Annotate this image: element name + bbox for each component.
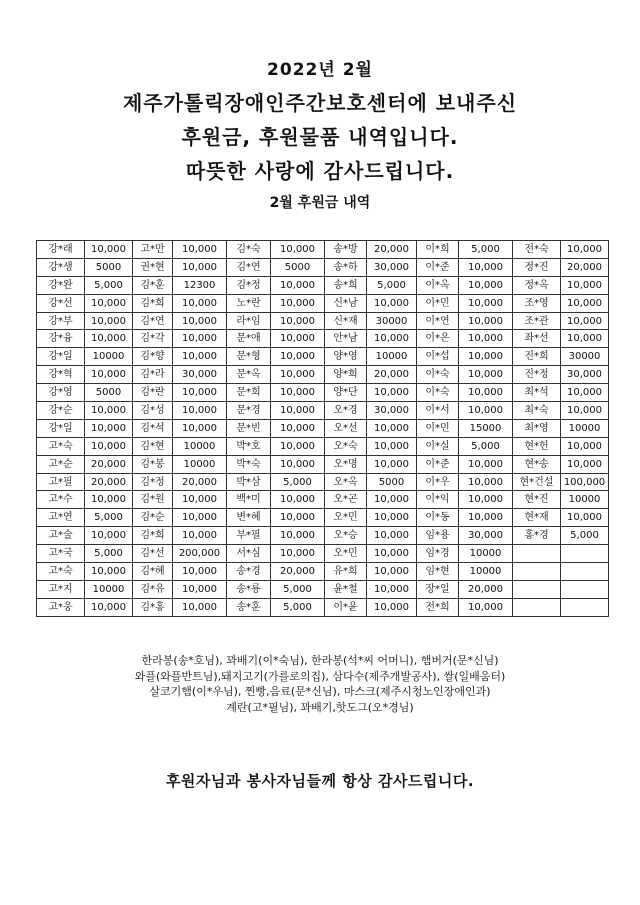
donation-amount-cell: 10,000 [173,527,227,545]
donation-amount-cell: 10,000 [85,366,133,384]
donor-name-cell: 이*민 [417,294,459,312]
donor-name-cell: 임*용 [417,527,459,545]
table-row [37,366,609,384]
donation-amount-cell: 10000 [367,348,417,366]
donor-name-cell: 김*희 [133,294,173,312]
donation-amount-cell: 100,000 [561,473,609,491]
title-line-1: 제주가톨릭장애인주간보호센터에 보내주신 [122,91,518,115]
donation-amount-cell: 10,000 [173,580,227,598]
donor-name-cell: 오*숙 [325,437,367,455]
donation-amount-cell: 10,000 [271,509,325,527]
donor-name-cell: 임*현 [417,563,459,581]
donation-amount-cell: 10,000 [561,241,609,259]
donation-amount-cell: 10,000 [85,491,133,509]
table-row [37,473,609,491]
table-row [37,312,609,330]
donation-amount-cell: 10,000 [85,241,133,259]
donor-name-cell: 오*민 [325,509,367,527]
donor-name-cell: 이*윤 [325,598,367,616]
donation-amount-cell: 20,000 [561,258,609,276]
donor-name-cell: 신*재 [325,312,367,330]
donor-name-cell: 박*호 [227,437,271,455]
donor-name-cell [513,598,561,616]
donation-amount-cell: 5,000 [85,276,133,294]
donation-amount-cell: 10,000 [459,294,513,312]
donation-amount-cell: 12300 [173,276,227,294]
donation-amount-cell: 10000 [459,563,513,581]
donor-name-cell: 강*부 [37,312,85,330]
donor-name-cell: 송*방 [325,241,367,259]
donor-name-cell: 현*헌 [513,437,561,455]
donation-amount-cell: 10,000 [173,294,227,312]
donor-name-cell: 서*심 [227,545,271,563]
donor-name-cell: 강*선 [37,294,85,312]
donation-amount-cell: 10000 [459,545,513,563]
donation-amount-cell: 10,000 [367,294,417,312]
donor-name-cell: 김*유 [133,580,173,598]
donation-amount-cell: 30000 [561,348,609,366]
donor-name-cell: 오*선 [325,419,367,437]
donor-name-cell: 김*현 [133,437,173,455]
donor-name-cell: 최*영 [513,419,561,437]
donation-amount-cell: 10,000 [173,258,227,276]
donation-amount-cell: 5,000 [367,276,417,294]
notes-line: 계란(고*필님), 꽈배기,핫도그(오*경님) [226,700,414,714]
donation-amount-cell [561,598,609,616]
donor-name-cell: 안*남 [325,330,367,348]
donor-name-cell: 백*미 [227,491,271,509]
donor-name-cell: 강*일 [37,348,85,366]
table-row [37,258,609,276]
donor-name-cell: 이*민 [417,419,459,437]
donor-name-cell: 이*준 [417,455,459,473]
donation-amount-cell: 5000 [367,473,417,491]
donation-amount-cell: 10,000 [367,419,417,437]
table-row [37,330,609,348]
donor-name-cell: 고*숙 [37,563,85,581]
donor-name-cell: 고*숙 [37,437,85,455]
donor-name-cell: 이*연 [417,312,459,330]
donor-name-cell: 김*란 [133,384,173,402]
donor-name-cell: 진*희 [513,348,561,366]
donor-name-cell: 이*우 [417,473,459,491]
donation-amount-cell: 10,000 [561,330,609,348]
donor-name-cell: 윤*철 [325,580,367,598]
donor-name-cell: 정*진 [513,258,561,276]
donor-name-cell: 김*정 [227,276,271,294]
donor-name-cell: 오*곤 [325,491,367,509]
donation-amount-cell: 5,000 [459,437,513,455]
donor-name-cell: 박*삼 [227,473,271,491]
donation-amount-cell: 10000 [173,455,227,473]
donor-name-cell: 최*석 [513,384,561,402]
donor-name-cell [513,580,561,598]
donation-amount-cell: 10000 [173,437,227,455]
donation-amount-cell: 10,000 [271,402,325,420]
donor-name-cell: 유*희 [325,563,367,581]
donor-name-cell: 오*경 [325,402,367,420]
donation-amount-cell: 30,000 [367,258,417,276]
donor-name-cell: 고*필 [37,473,85,491]
donation-amount-cell: 20,000 [85,455,133,473]
donor-name-cell: 강*완 [37,276,85,294]
donor-name-cell: 좌*선 [513,330,561,348]
donor-name-cell: 장*일 [417,580,459,598]
donation-amount-cell: 30,000 [459,527,513,545]
donor-name-cell: 홍*경 [513,527,561,545]
donor-name-cell: 진*정 [513,366,561,384]
donor-name-cell: 이*동 [417,509,459,527]
donation-amount-cell: 5,000 [271,473,325,491]
table-subtitle: 2월 후원금 내역 [269,195,371,211]
donor-name-cell: 오*승 [325,527,367,545]
donation-amount-cell: 10,000 [367,563,417,581]
donation-amount-cell: 10,000 [173,509,227,527]
table-row [37,545,609,563]
notes-line: 와플(와플반트님),돼지고기(가를로의집), 삼다수(제주개발공사), 쌀(일배움터) [134,669,506,683]
donation-amount-cell: 10,000 [173,241,227,259]
donor-name-cell: 이*준 [417,258,459,276]
donor-name-cell: 권*현 [133,258,173,276]
donation-amount-cell: 30,000 [173,366,227,384]
donor-name-cell: 양*희 [325,366,367,384]
table-row [37,241,609,259]
donation-amount-cell: 10,000 [271,241,325,259]
donor-name-cell: 고*술 [37,527,85,545]
donor-name-cell: 송*하 [325,258,367,276]
donor-name-cell: 이*숙 [417,366,459,384]
title-line-3: 따뜻한 사랑에 감사드립니다. [185,159,455,183]
donor-name-cell: 현*송 [513,455,561,473]
donor-name-cell: 문*형 [227,348,271,366]
donation-amount-cell [561,545,609,563]
donor-name-cell: 강*순 [37,402,85,420]
document-date: 2022년 2월 [267,60,373,80]
donation-amount-cell: 10,000 [271,437,325,455]
donor-name-cell: 이*숙 [417,384,459,402]
donation-amount-cell: 10,000 [459,348,513,366]
donation-amount-cell: 10,000 [173,312,227,330]
donor-name-cell: 김*각 [133,330,173,348]
donation-amount-cell: 10,000 [561,402,609,420]
table-row [37,598,609,616]
donation-amount-cell: 10,000 [271,312,325,330]
donation-amount-cell: 20,000 [367,366,417,384]
donor-name-cell: 김*봉 [133,455,173,473]
donation-amount-cell: 10,000 [459,330,513,348]
donor-name-cell: 이*옥 [417,276,459,294]
donation-amount-cell: 5,000 [271,580,325,598]
donor-name-cell: 강*생 [37,258,85,276]
donor-name-cell: 김*희 [133,527,173,545]
donor-name-cell: 고*순 [37,455,85,473]
donation-amount-cell: 30,000 [367,402,417,420]
donation-amount-cell: 10,000 [271,455,325,473]
donation-amount-cell: 10,000 [85,419,133,437]
donation-amount-cell: 10,000 [85,312,133,330]
donation-amount-cell [561,580,609,598]
donation-amount-cell: 10,000 [459,491,513,509]
table-row [37,348,609,366]
donation-amount-cell: 10,000 [459,473,513,491]
table-row [37,455,609,473]
donor-name-cell: 문*빈 [227,419,271,437]
donor-name-cell: 박*숙 [227,455,271,473]
donation-amount-cell: 5000 [271,258,325,276]
donor-name-cell: 오*민 [325,545,367,563]
donation-amount-cell: 10,000 [459,312,513,330]
table-row [37,527,609,545]
donation-amount-cell: 10,000 [271,276,325,294]
donation-amount-cell: 10,000 [367,545,417,563]
donation-amount-cell: 5,000 [271,598,325,616]
donation-amount-cell: 10,000 [459,402,513,420]
donor-name-cell: 문*경 [227,402,271,420]
donor-name-cell: 강*일 [37,419,85,437]
donor-name-cell: 고*웅 [37,598,85,616]
donor-name-cell: 고*국 [37,545,85,563]
donation-amount-cell: 10,000 [85,437,133,455]
donation-amount-cell: 10,000 [271,545,325,563]
donation-amount-cell: 10,000 [173,330,227,348]
donor-name-cell: 고*연 [37,509,85,527]
donor-name-cell: 김*정 [133,473,173,491]
donor-name-cell: 현*재 [513,509,561,527]
donation-amount-cell: 10,000 [367,384,417,402]
donation-amount-cell: 10,000 [367,491,417,509]
donor-name-cell: 문*옥 [227,366,271,384]
donation-amount-cell: 10,000 [367,598,417,616]
donation-amount-cell: 10,000 [459,384,513,402]
donor-name-cell: 이*실 [417,437,459,455]
donation-amount-cell: 10000 [85,580,133,598]
donation-amount-cell: 10,000 [85,330,133,348]
donor-name-cell: 최*숙 [513,402,561,420]
donation-amount-cell: 30000 [367,312,417,330]
donor-name-cell: 고*지 [37,580,85,598]
donation-amount-cell: 5000 [85,258,133,276]
donation-table [36,240,609,617]
donation-amount-cell: 10,000 [367,330,417,348]
donor-name-cell: 고*만 [133,241,173,259]
donation-amount-cell: 10,000 [367,527,417,545]
donor-name-cell: 오*명 [325,455,367,473]
donor-name-cell: 변*혜 [227,509,271,527]
donation-amount-cell: 10,000 [459,455,513,473]
donation-amount-cell: 20,000 [271,563,325,581]
donor-name-cell [513,563,561,581]
donor-name-cell: 김*향 [133,348,173,366]
donor-name-cell: 이*섭 [417,348,459,366]
donor-name-cell: 문*희 [227,384,271,402]
donation-amount-cell: 10,000 [271,366,325,384]
donor-name-cell: 김*선 [133,545,173,563]
thank-you-footer: 후원자님과 봉사자님들께 항상 감사드립니다. [165,772,475,790]
donation-amount-cell: 10,000 [85,598,133,616]
donation-amount-cell: 10,000 [459,366,513,384]
donor-name-cell: 김*혜 [133,563,173,581]
donor-name-cell: 문*애 [227,330,271,348]
donation-amount-cell: 10,000 [561,312,609,330]
donation-amount-cell: 10000 [85,348,133,366]
donation-amount-cell: 10,000 [367,580,417,598]
donation-amount-cell: 10,000 [173,384,227,402]
donation-amount-cell: 5,000 [85,509,133,527]
donation-amount-cell: 20,000 [367,241,417,259]
notes-line: 한라봉(송*호님), 꽈배기(이*숙님), 한라봉(석*씨 어머니), 햄버거(문*신님) [141,654,499,667]
donation-amount-cell: 10,000 [85,402,133,420]
donation-amount-cell: 10,000 [271,384,325,402]
table-row [37,580,609,598]
donor-name-cell: 김*숙 [227,241,271,259]
donor-name-cell: 양*영 [325,348,367,366]
donor-name-cell: 김*연 [133,312,173,330]
donor-name-cell: 송*경 [227,563,271,581]
donor-name-cell: 양*단 [325,384,367,402]
table-row [37,402,609,420]
donation-amount-cell: 10,000 [85,527,133,545]
donation-amount-cell: 10,000 [459,276,513,294]
donation-amount-cell: 10,000 [271,348,325,366]
donor-name-cell: 라*임 [227,312,271,330]
donor-name-cell: 이*서 [417,402,459,420]
donation-amount-cell: 10,000 [271,527,325,545]
donation-amount-cell: 10,000 [271,491,325,509]
donation-amount-cell: 10000 [561,419,609,437]
donation-amount-cell: 20,000 [459,580,513,598]
donation-amount-cell: 10,000 [173,348,227,366]
donation-amount-cell: 10,000 [271,330,325,348]
donor-name-cell: 신*남 [325,294,367,312]
donor-name-cell: 이*희 [417,241,459,259]
donor-name-cell: 강*래 [37,241,85,259]
donation-amount-cell: 20,000 [85,473,133,491]
donation-amount-cell: 10,000 [85,563,133,581]
donor-name-cell: 강*융 [37,330,85,348]
donor-name-cell: 김*원 [133,491,173,509]
donation-amount-cell: 10,000 [561,455,609,473]
donor-name-cell: 강*영 [37,384,85,402]
donor-name-cell [513,545,561,563]
donation-amount-cell: 10,000 [459,258,513,276]
donation-amount-cell: 10,000 [561,509,609,527]
donor-name-cell: 정*옥 [513,276,561,294]
donation-amount-cell: 10,000 [367,437,417,455]
donation-amount-cell: 10,000 [271,294,325,312]
donation-amount-cell: 10000 [561,491,609,509]
donation-amount-cell: 10,000 [459,598,513,616]
donation-amount-cell: 200,000 [173,545,227,563]
donation-amount-cell: 10,000 [271,419,325,437]
donated-items-notes [0,653,640,715]
table-row [37,276,609,294]
donor-name-cell: 강*혁 [37,366,85,384]
donor-name-cell: 김*훈 [133,276,173,294]
donor-name-cell: 김*성 [133,402,173,420]
donation-amount-cell: 5000 [85,384,133,402]
donation-amount-cell: 10,000 [173,419,227,437]
donation-amount-cell [561,563,609,581]
donor-name-cell: 전*희 [417,598,459,616]
donor-name-cell: 임*경 [417,545,459,563]
table-row [37,563,609,581]
donation-amount-cell: 10,000 [561,276,609,294]
table-row [37,294,609,312]
donor-name-cell: 김*석 [133,419,173,437]
donor-name-cell: 김*순 [133,509,173,527]
donor-name-cell: 노*란 [227,294,271,312]
donation-amount-cell: 10,000 [173,598,227,616]
donor-name-cell: 김*연 [227,258,271,276]
donor-name-cell: 조*관 [513,312,561,330]
donation-amount-cell: 10,000 [367,455,417,473]
donation-amount-cell: 10,000 [561,437,609,455]
donation-amount-cell: 15000 [459,419,513,437]
document-header [0,62,640,181]
donation-amount-cell: 30,000 [561,366,609,384]
donor-name-cell: 송*룡 [227,580,271,598]
table-row [37,437,609,455]
donor-name-cell: 김*홍 [133,598,173,616]
donation-table-body [37,241,609,617]
donor-name-cell: 이*은 [417,330,459,348]
table-row [37,491,609,509]
donor-name-cell: 송*훈 [227,598,271,616]
donor-name-cell: 현*건설 [513,473,561,491]
donation-amount-cell: 5,000 [85,545,133,563]
donor-name-cell: 현*진 [513,491,561,509]
donation-amount-cell: 10,000 [367,509,417,527]
donor-name-cell: 전*숙 [513,241,561,259]
donation-amount-cell: 5,000 [459,241,513,259]
donation-amount-cell: 10,000 [173,563,227,581]
donor-name-cell: 조*영 [513,294,561,312]
donor-name-cell: 송*희 [325,276,367,294]
donation-amount-cell: 10,000 [561,294,609,312]
donation-amount-cell: 5,000 [561,527,609,545]
donation-amount-cell: 10,000 [459,509,513,527]
donor-name-cell: 부*필 [227,527,271,545]
donor-name-cell: 김*라 [133,366,173,384]
donation-amount-cell: 10,000 [561,384,609,402]
donation-amount-cell: 10,000 [173,402,227,420]
table-row [37,384,609,402]
table-row [37,509,609,527]
donor-name-cell: 고*수 [37,491,85,509]
donor-name-cell: 오*옥 [325,473,367,491]
notes-line: 살코기햄(이*우님), 찐빵,음료(문*신님), 마스크(제주시청노인장애인과) [149,685,491,698]
donation-amount-cell: 20,000 [173,473,227,491]
title-line-2: 후원금, 후원물품 내역입니다. [181,125,459,149]
donation-amount-cell: 10,000 [173,491,227,509]
donation-amount-cell: 10,000 [85,294,133,312]
donor-name-cell: 이*익 [417,491,459,509]
table-row [37,419,609,437]
